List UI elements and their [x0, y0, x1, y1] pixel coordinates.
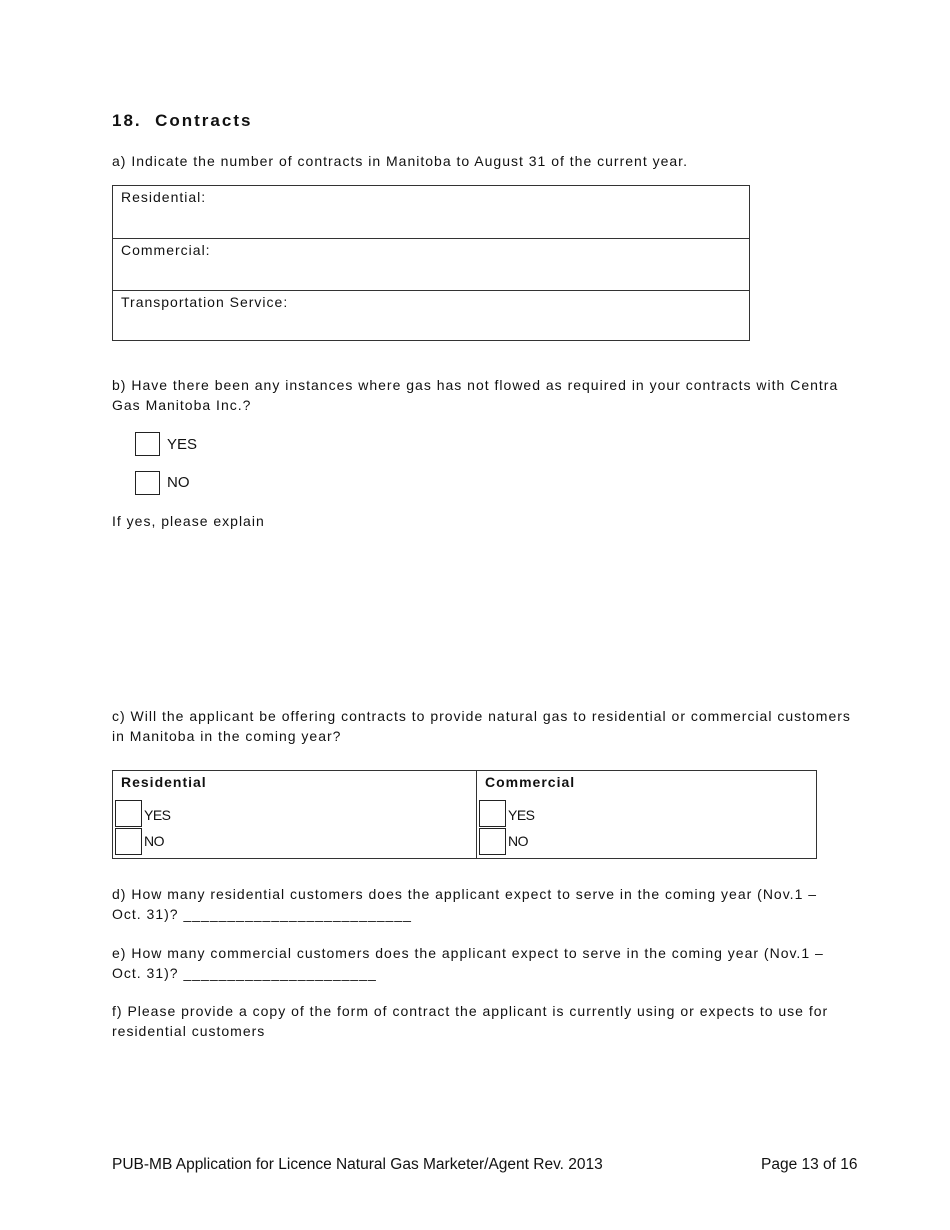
footer-page-number: Page 13 of 16 [761, 1156, 858, 1173]
question-d-line2: Oct. 31)? __________________________ [112, 906, 412, 922]
commercial-count-row[interactable] [113, 238, 749, 290]
footer-document-title: PUB-MB Application for Licence Natural Gas Marketer/Agent Rev. 2013 [112, 1156, 603, 1173]
commercial-column [476, 771, 816, 858]
contract-count-table [112, 185, 750, 341]
residential-no-checkbox[interactable] [115, 828, 142, 855]
question-c-text: c) Will the applicant be offering contracts to provide natural gas to residential or commercial customers in Manitoba in the coming year? [112, 708, 851, 744]
question-f-text: f) Please provide a copy of the form of contract the applicant is currently using or expects to use for residential customers [112, 1003, 829, 1039]
commercial-yes-label: YES [508, 807, 535, 823]
section-title: Contracts [155, 111, 253, 130]
section-number: 18. [112, 111, 142, 130]
residential-count-row[interactable] [113, 186, 749, 238]
gas-flow-yes-checkbox[interactable] [135, 432, 160, 456]
commercial-no-checkbox[interactable] [479, 828, 506, 855]
residential-yes-checkbox[interactable] [115, 800, 142, 827]
question-d-line1: d) How many residential customers does the applicant expect to serve in the coming year (Nov.1 – [112, 886, 818, 902]
gas-flow-no-checkbox[interactable] [135, 471, 160, 495]
residential-column-header: Residential [121, 774, 207, 790]
explain-area[interactable] [112, 535, 864, 695]
commercial-no-label: NO [508, 833, 528, 849]
residential-column [113, 771, 476, 858]
commercial-yes-checkbox[interactable] [479, 800, 506, 827]
question-d[interactable] [112, 884, 864, 924]
residential-no-label: NO [144, 833, 164, 849]
transportation-count-row[interactable] [113, 290, 749, 342]
question-a-text: a) Indicate the number of contracts in Manitoba to August 31 of the current year. [112, 153, 688, 169]
gas-flow-no-label: NO [167, 474, 190, 491]
residential-yes-label: YES [144, 807, 171, 823]
commercial-column-header: Commercial [485, 774, 576, 790]
question-e[interactable] [112, 943, 864, 983]
residential-count-label: Residential: [121, 189, 207, 205]
question-b-text: b) Have there been any instances where gas has not flowed as required in your contracts with Centra Gas Manitoba Inc.? [112, 377, 839, 413]
transportation-count-label: Transportation Service: [121, 294, 289, 310]
commercial-count-label: Commercial: [121, 242, 211, 258]
gas-flow-yes-label: YES [167, 436, 198, 453]
explain-label: If yes, please explain [112, 513, 265, 529]
question-e-line2: Oct. 31)? ______________________ [112, 965, 377, 981]
section-heading [112, 111, 252, 131]
question-e-line1: e) How many commercial customers does the applicant expect to serve in the coming year (Nov.1 – [112, 945, 824, 961]
offering-table [112, 770, 817, 859]
